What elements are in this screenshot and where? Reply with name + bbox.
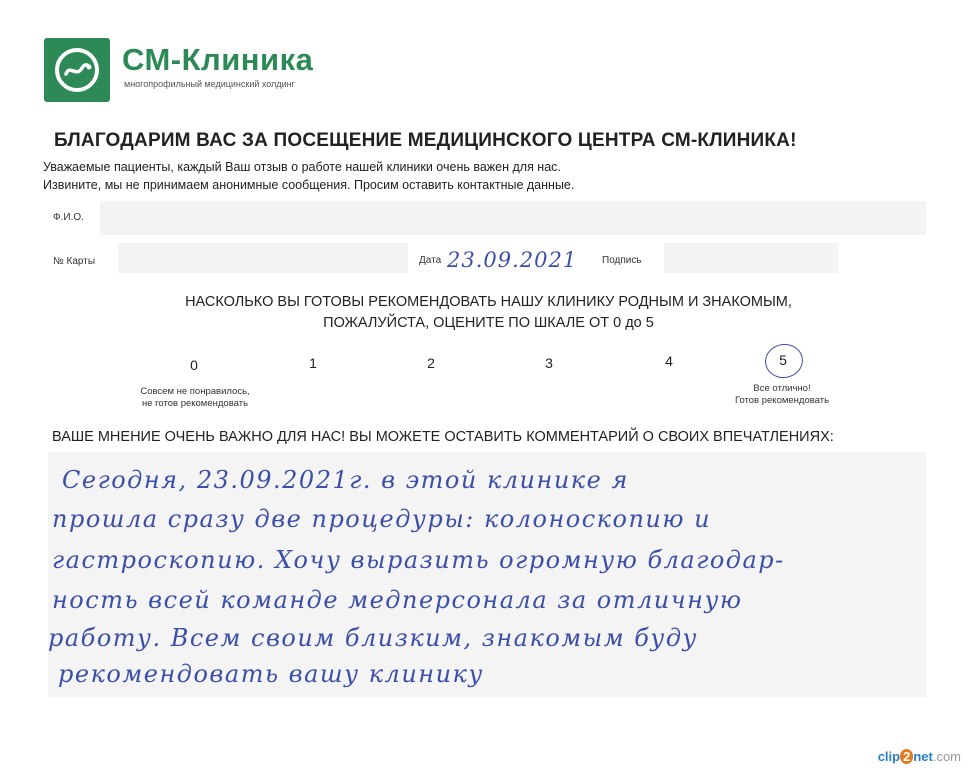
comment-line-2: прошла сразу две процедуры: колоноскопию и	[52, 505, 712, 533]
scale-option-3: 3	[545, 355, 553, 371]
watermark	[878, 749, 961, 764]
brand-subtitle: многопрофильный медицинский холдинг	[124, 79, 295, 89]
scale-high-note-line-1: Все отлично!	[753, 383, 811, 394]
scale-low-note	[110, 386, 280, 410]
scale-option-0: 0	[190, 357, 198, 373]
scale-low-note-line-1: Совсем не понравилось,	[140, 386, 250, 397]
watermark-part-4: .com	[932, 749, 961, 764]
watermark-part-3: net	[913, 749, 933, 764]
scale-high-note-line-2: Готов рекомендовать	[734, 395, 830, 406]
snake-logo-icon	[44, 38, 110, 102]
comment-line-1: Сегодня, 23.09.2021г. в этой клинике я	[62, 466, 629, 494]
logo-emblem	[44, 38, 110, 102]
scale-high-note	[702, 383, 862, 407]
brand-name: СМ-Клиника	[122, 42, 314, 77]
signature-field	[664, 243, 838, 273]
intro-line-2: Извините, мы не принимаем анонимные сообщения. Просим оставить контактные данные.	[43, 178, 575, 192]
scale-option-1: 1	[309, 355, 317, 371]
comment-heading: ВАШЕ МНЕНИЕ ОЧЕНЬ ВАЖНО ДЛЯ НАС! ВЫ МОЖЕТЕ ОСТАВИТЬ КОММЕНТАРИЙ О СВОИХ ВПЕЧАТЛЕНИЯХ:	[52, 429, 834, 445]
intro-line-1: Уважаемые пациенты, каждый Ваш отзыв о работе нашей клиники очень важен для нас.	[43, 160, 561, 174]
signature-label: Подпись	[602, 255, 642, 266]
fio-field	[100, 201, 926, 235]
date-label: Дата	[419, 255, 442, 266]
rating-question-line-1: НАСКОЛЬКО ВЫ ГОТОВЫ РЕКОМЕНДОВАТЬ НАШУ КЛИНИКУ РОДНЫМ И ЗНАКОМЫМ,	[185, 294, 792, 310]
selected-score-circle	[763, 342, 805, 381]
comment-line-6: рекомендовать вашу клинику	[58, 660, 484, 688]
scale-option-2: 2	[427, 355, 435, 371]
card-field	[118, 243, 408, 273]
page-title: БЛАГОДАРИМ ВАС ЗА ПОСЕЩЕНИЕ МЕДИЦИНСКОГО ЦЕНТРА СМ-КЛИНИКА!	[54, 130, 797, 151]
comment-line-4: ность всей команде медперсонала за отличную	[52, 586, 743, 614]
scale-option-5: 5	[779, 352, 787, 368]
fio-label: Ф.И.О.	[53, 212, 84, 223]
date-value: 23.09.2021	[447, 248, 578, 272]
watermark-part-2: 2	[900, 749, 913, 764]
scale-option-4: 4	[665, 353, 673, 369]
comment-line-5: работу. Всем своим близким, знакомым буду	[48, 624, 698, 652]
scale-low-note-line-2: не готов рекомендовать	[141, 398, 249, 409]
rating-question-line-2: ПОЖАЛУЙСТА, ОЦЕНИТЕ ПО ШКАЛЕ ОТ 0 до 5	[323, 315, 654, 331]
watermark-part-1: clip	[877, 749, 901, 764]
card-label: № Карты	[53, 256, 96, 267]
comment-line-3: гастроскопию. Хочу выразить огромную благодар-	[52, 546, 785, 574]
